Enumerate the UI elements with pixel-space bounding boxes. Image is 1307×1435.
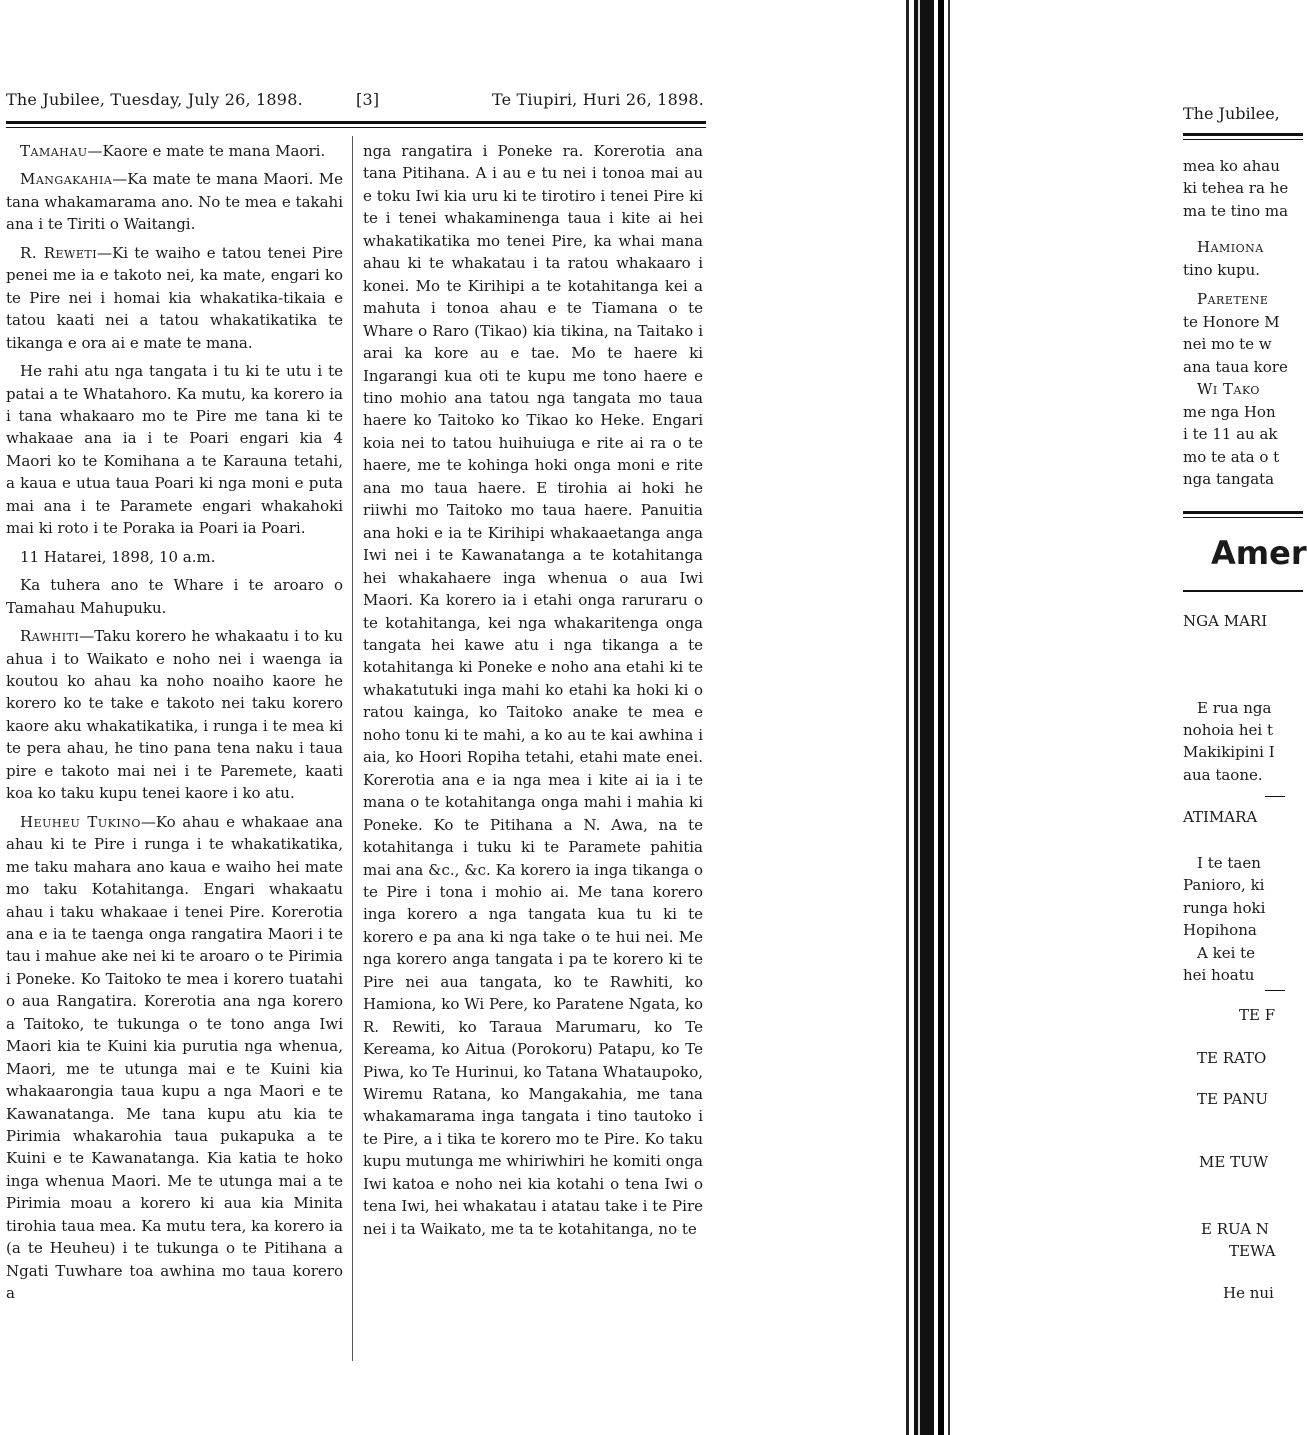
- paragraph: [6, 546, 343, 568]
- paragraph: [6, 168, 343, 235]
- speaker-name: Rawhiti: [20, 627, 80, 646]
- next-page-fragment: [1183, 0, 1307, 1435]
- paragraph-text: 11 Hatarei, 1898, 10 a.m.: [20, 547, 216, 566]
- next-line: ma te tino ma: [1183, 202, 1289, 220]
- next-line: I te taen: [1197, 854, 1261, 872]
- subheading-atimara: ATIMARA: [1183, 808, 1258, 826]
- next-speaker-wi-tako: Wi Tako: [1197, 380, 1260, 398]
- next-line: E rua nga: [1197, 699, 1272, 717]
- header-page-number: [3]: [356, 90, 380, 109]
- header-rule-thin: [6, 127, 706, 128]
- next-line: nga tangata: [1183, 470, 1275, 488]
- page-header: [6, 90, 704, 112]
- next-line: mo te ata o t: [1183, 448, 1280, 466]
- paragraph: [6, 242, 343, 354]
- next-line: te Honore M: [1183, 313, 1280, 331]
- subheading-tewa: TEWA: [1229, 1242, 1276, 1260]
- paragraph-text: Ka tuhera ano te Whare i te aroaro o Tamahau Mahupuku.: [6, 576, 343, 617]
- paragraph-text: He rahi atu nga tangata i tu ki te utu i te patai a te Whatahoro. Ka mutu, ka korero ia i tana whakaaro mo te Pire me tana ki te whakaae ana ia i te Poari engari kia 4 Maori ko te Komihana a te Karauna tetahi, a kaua e utua taua Poari ki nga moni e puta mai ana i te Paramete engari whakahoki mai ki roto i te Poraka ia Poari ia Poari.: [6, 362, 343, 538]
- section-rule-thick: [1183, 511, 1303, 514]
- next-header-rule-thin: [1183, 139, 1303, 140]
- speaker-name: Mangakahia: [20, 170, 113, 189]
- paragraph-text: —Kaore e mate te mana Maori.: [87, 142, 326, 160]
- paragraph: [6, 811, 343, 1305]
- paragraph-text: —Taku korero he whakaatu i to ku ahua i to Waikato e noho nei i waenga ia koutou ko ahau ka noho noaiho kaore he korero ko te take e takoto nei taku korero kaore aku whakatikatika, i runga i te mea ki te pera ahau, he tino pana tena naku i taua pire e takoto mai nei i te Paremete, kaati koa ko taku kupu tenei kaore i ko atu.: [6, 627, 343, 803]
- next-header-rule-thick: [1183, 133, 1303, 136]
- headline-rule: [1183, 590, 1303, 592]
- paragraph: [6, 574, 343, 619]
- book-binding-gutter: [900, 0, 960, 1435]
- next-line: me nga Hon: [1183, 403, 1276, 421]
- column-divider: [352, 136, 353, 1361]
- paragraph-text: —Ki te waiho e tatou tenei Pire penei me ia e takoto nei, ka mate, engari ko te Pire nei i homai kia whakatika-tikaia e tatou kaati nei a tatou whakatikatika te tikanga e ora ai e mate te mana.: [6, 243, 343, 352]
- next-speaker-paretene: Paretene: [1197, 290, 1269, 308]
- next-line: aua taone.: [1183, 766, 1263, 784]
- subheading-te-panu: TE PANU: [1197, 1090, 1269, 1108]
- next-line: A kei te: [1197, 944, 1256, 962]
- speaker-name: Heuheu Tukino: [20, 812, 141, 831]
- next-page-header: The Jubilee,: [1183, 104, 1280, 123]
- paragraph-text: —Ko ahau e whakaae ana ahau ki te Pire i runga i te whakatikatika, me taku mahara ano kaua e waiho hei mate mo taku Kotahitanga. Engari whakaatu ahau i taku whakaae i tenei Pire. Korerotia ana e ia te taenga onga rangatira Maori i te tau i mahue ake nei ki te aroaro o te Pirimia i Poneke. Ko Taitoko te mea i korero tuatahi o aua Rangatira. Korerotia ana nga korero a Taitoko, te tukunga o te tono anga Iwi Maori kia te Kuini kia purutia nga whenua, Maori, me te utunga mai e te Kuini kia whakaarongia taua kupu a nga Maori e te Kawanatanga. Me tana kupu atu kia te Pirimia whakarohia taua pukapuka a te Kuini e te Kawanatanga. Kia katia te hoko inga whenua Maori. Me te utunga mai a te Pirimia moau a korero ki aua kia Minita tirohia taua mea. Ka mutu tera, ka korero ia (a te Heuheu) i te tukunga o te Pitihana a Ngati Tuwhare toa awhina mo taua korero a: [6, 812, 343, 1303]
- section-headline: Amer: [1211, 534, 1307, 572]
- paragraph-text: —Ka mate te mana Maori. Me tana whakamarama ano. No te mea e takahi ana i te Tiriti o Waitangi.: [6, 170, 343, 234]
- small-rule: [1265, 796, 1285, 797]
- next-speaker-hamiona: Hamiona: [1197, 238, 1264, 256]
- next-line: Panioro, ki: [1183, 876, 1265, 894]
- paragraph: [6, 140, 343, 162]
- subheading-te-f: TE F: [1239, 1006, 1276, 1024]
- small-rule: [1265, 990, 1285, 991]
- next-line: tino kupu.: [1183, 261, 1261, 279]
- next-line: ana taua kore: [1183, 358, 1288, 376]
- header-english-title: The Jubilee, Tuesday, July 26, 1898.: [6, 90, 303, 109]
- speaker-name: Tamahau: [20, 142, 88, 160]
- next-line: i te 11 au ak: [1183, 425, 1278, 443]
- subheading-me-tuw: ME TUW: [1199, 1153, 1269, 1171]
- subheading-e-rua-n: E RUA N: [1201, 1220, 1269, 1238]
- next-line: nohoia hei t: [1183, 721, 1274, 739]
- next-line: runga hoki: [1183, 899, 1266, 917]
- left-column: [6, 140, 343, 1311]
- next-line: Hopihona: [1183, 921, 1257, 939]
- next-line: Makikipini I: [1183, 743, 1275, 761]
- next-line: hei hoatu: [1183, 966, 1255, 984]
- header-maori-title: Te Tiupiri, Huri 26, 1898.: [491, 90, 704, 109]
- next-line: ki tehea ra he: [1183, 179, 1289, 197]
- next-line-he-nui: He nui: [1223, 1284, 1274, 1302]
- next-line: mea ko ahau: [1183, 157, 1280, 175]
- subheading-te-rato: TE RATO: [1197, 1049, 1267, 1067]
- speaker-name: R. Reweti: [20, 243, 98, 262]
- subheading-nga-mari: NGA MARI: [1183, 612, 1268, 630]
- paragraph: [6, 360, 343, 540]
- section-rule-thin: [1183, 517, 1303, 518]
- header-rule-thick: [6, 121, 706, 124]
- right-column: [363, 140, 703, 1246]
- next-line: nei mo te w: [1183, 335, 1272, 353]
- paragraph-text: nga rangatira i Poneke ra. Korerotia ana tana Pitihana. A i au e tu nei i tonoa mai au e toku Iwi kia uru ki te tirotiro i tenei Pire ki te i tenei whakaminenga taua i kite ai hei whakatikatika mo tenei Pire, ka whai mana ahau ki te whakatau i ta ratou whakaaro i konei. Mo te Kirihipi a te kotahitanga kei a mahuta i tonoa ahau e te Tiamana o te Whare o Raro (Tikao) kia tikina, na Taitako i arai ka kore au e tae. Mo te haere ki Ingarangi kua oti te kupu me tono haere e tino mohio ana tatou nga tangata mo taua haere ko Taitoko ko Tikao ko Heke. Engari koia nei to tatou huihuiuga e rite ai ra o te haere, me te kohinga hoki onga moni e rite ana mo taua haere. E tirohia ai hoki he riiwhi mo Taitoko mo taua haere. Panuitia ana hoki e ia te Kirihipi whakaaetanga anga Iwi nei i te Kawanatanga a te kotahitanga hei whakahaere inga whenua o aua Iwi Maori. Ka korero ia i etahi onga raruraru o te kotahitanga, kei nga whakaritenga onga tangata hei kawe atu i nga tikanga a te kotahitanga ki Poneke e noho ana etahi ki te whakatutuki inga mahi ko etahi ka hoki ki o ratou kainga, ko Taitoko anake te mea e noho tonu ki te mahi, a ko au te kai awhina i aia, ko Hoori Ropiha tetahi, etahi mate enei. Korerotia ana e ia nga mea i kite ai ia i te mana o te kotahitanga onga mahi i mahia ki Poneke. Ko te Pitihana a N. Awa, na te kotahitanga i tuku ki te Paramete pahitia mai ana &c., &c. Ka korero ia inga tikanga o te Pire i tona i mohio ai. Me tana korero inga korero a nga tangata kua tu ki te korero e pa ana ki nga take o te hui nei. Me nga korero anga tangata i pa te korero ki te Pire nei aua tangata, ko te Rawhiti, ko Hamiona, ko Wi Pere, ko Paratene Ngata, ko R. Rewiti, ko Taraua Marumaru, ko Te Kereama, ko Aitua (Porokoru) Patapu, ko Te Piwa, ko Te Hurinui, ko Tatana Whataupoko, Wiremu Ratana, ko Mangakahia, me tana whakamarama inga tangata i tino tautoko i te Pire, a i tika te korero mo te Pire. Ko taku kupu mutunga me whiriwhiri he komiti onga Iwi katoa e noho nei kia kotahi o tena Iwi o tena Iwi, hei whakatau i atatau take i te Pire nei i ta Waikato, me ta te kotahitanga, no te: [363, 142, 703, 1238]
- paragraph: [6, 625, 343, 805]
